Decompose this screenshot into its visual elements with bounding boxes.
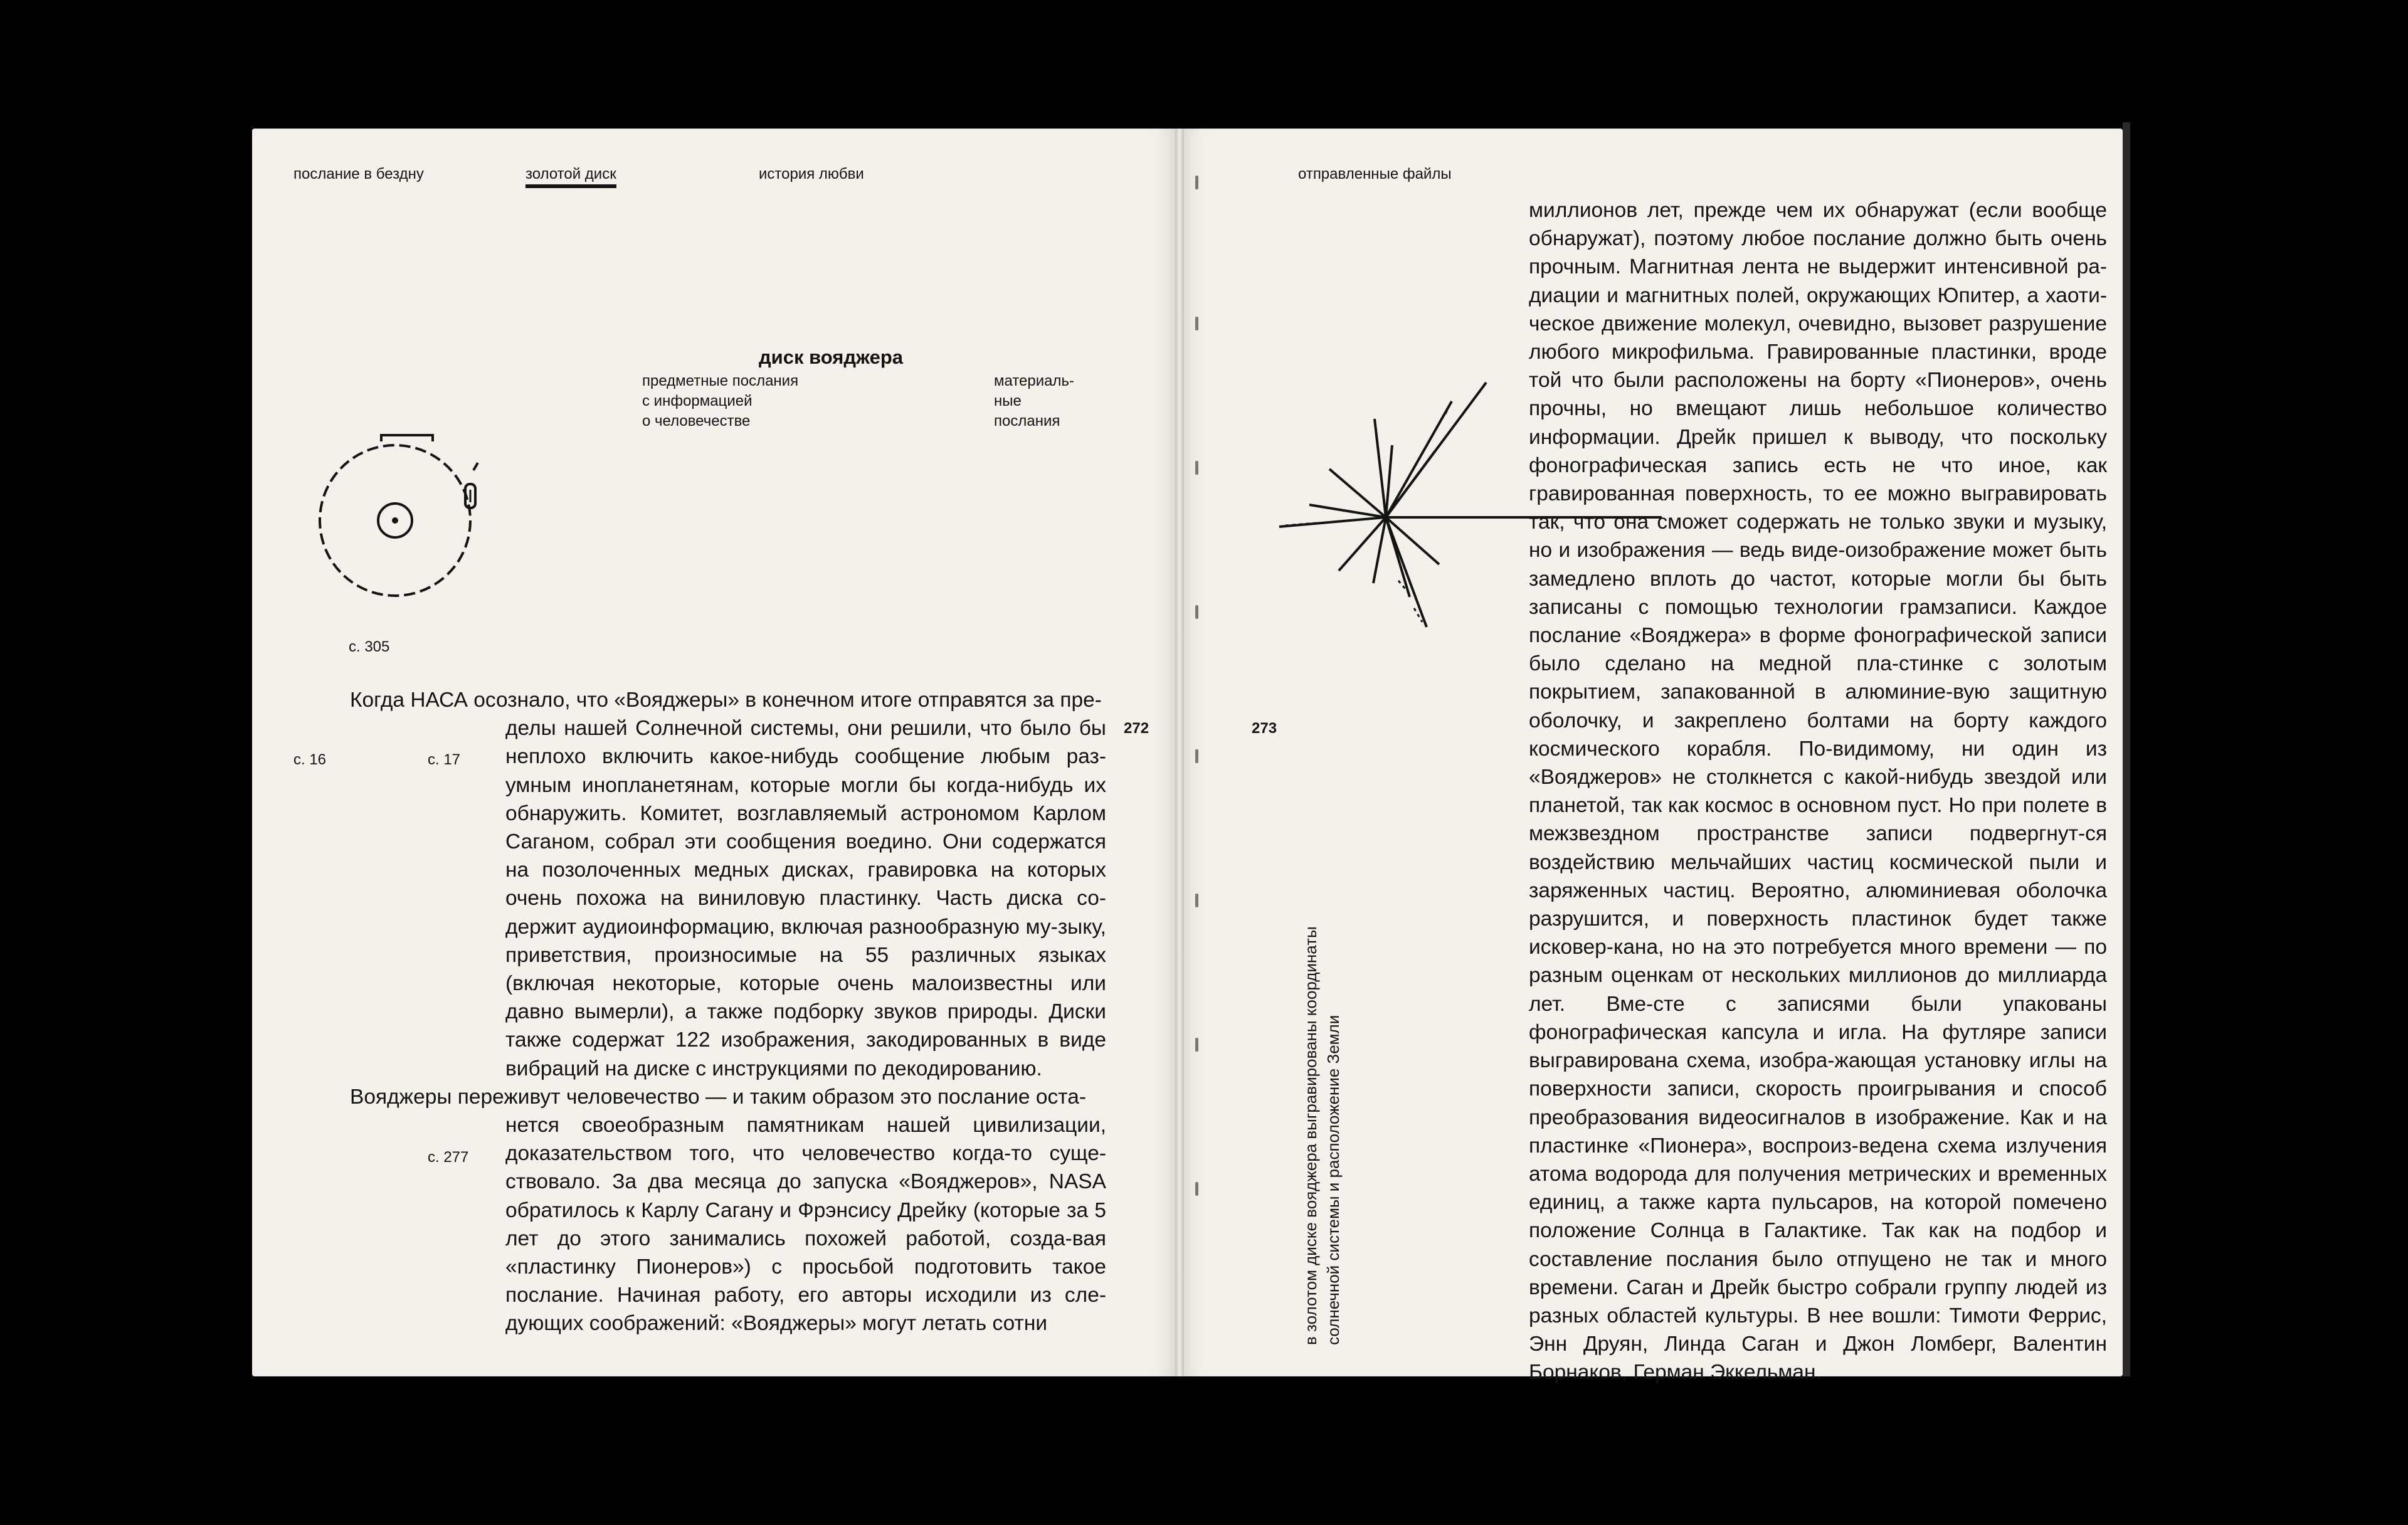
stitch-mark [1195, 1038, 1198, 1052]
vertical-caption: в золотом диске вояджера выгравированы координаты солнечной системы и расположение Земли [1301, 926, 1343, 1345]
page-ref-277[interactable]: с. 277 [428, 1149, 469, 1166]
book-spine [1175, 129, 1184, 1376]
stitch-mark [1195, 749, 1198, 763]
page-ref-16[interactable]: с. 16 [293, 751, 327, 768]
paragraph-2 [350, 1083, 1106, 1338]
stitch-mark [1195, 176, 1198, 189]
nav-item-message-abyss[interactable]: послание в бездну [293, 166, 424, 182]
stitch-mark [1195, 1182, 1198, 1196]
stitch-mark [1195, 461, 1198, 475]
page-ref-17[interactable]: с. 17 [428, 751, 461, 768]
stitch-mark [1195, 894, 1198, 907]
nav-item-love-story[interactable]: история любви [759, 166, 864, 182]
section-title: диск вояджера [759, 346, 904, 368]
page-number-right: 273 [1252, 720, 1277, 737]
paragraph-2-first-line: Вояджеры переживут человечество — и таким образом это послание оста- [350, 1085, 1087, 1109]
nav-item-golden-disc[interactable]: золотой диск [525, 166, 616, 188]
paragraph-2-body: нется своеобразным памятникам нашей цивилизации, доказательством того, что человечество когда-то суще-ствовало. За два месяца до запуска «Вояджеров», NASA обратилось к Карлу Сагану и Фрэнсису Дрейку (которые за 5 лет до этого занимались похожей работой, созда-вая «пластинку Пионеров») с просьбой подготовить такое послание. Начиная работу, его авторы исходили из сле-дующих соображений: «Вояджеры» могут летать сотни [505, 1114, 1106, 1336]
page-number-left: 272 [1124, 720, 1149, 737]
page-edge [2123, 122, 2130, 1376]
stitch-mark [1195, 317, 1198, 330]
paragraph-1-body: делы нашей Солнечной системы, они решили, что было бы неплохо включить какое-нибудь сообщение любым раз-умным инопланетянам, которые могли бы когда-нибудь их обнаружить. Комитет, возглавляемый астрономом Карлом Саганом, собрал эти сообщения воедино. Они содержатся на позолоченных медных дисках, гравировка на которых очень похожа на виниловую пластинку. Часть диска со-держит аудиоинформацию, включая разнообразную му-зыку, приветствия, произносимые на 55 различных языках (включая некоторые, которые очень малоизвестны или давно вымерли), а также подборку звуков природы. Диски также содержат 122 изображения, закодированных в виде вибраций на диске с инструкциями по декодированию. [505, 717, 1106, 1080]
right-body-text: миллионов лет, прежде чем их обнаружат (если вообще обнаружат), поэтому любое послание должно быть очень прочным. Магнитная лента не выдержит интенсивной ра-диации и магнитных полей, окружающих Юпитер, а хаоти-ческое движение молекул, очевидно, вызовет разрушение любого микрофильма. Гравированные пластинки, вроде той что были расположены на борту «Пионеров», очень прочны, но вмещают лишь небольшое количество информации. Дрейк пришел к выводу, что поскольку фонографическая запись есть не что иное, как гравированная поверхность, то ее можно выгравировать так, что она сможет содержать не только звуки и музыку, но и изображения — ведь виде-оизображение может быть замедлено вплоть до частот, которые могли бы быть записаны с помощью технологии грамзаписи. Каждое послание «Вояджера» в форме фонографической записи было сделано на медной пла-стинке с золотым покрытием, запакованной в алюминие-вую защитную оболочку, и закреплено болтами на борту каждого космического корабля. По-видимому, ни один из «Вояджеров» не столкнется с какой-нибудь звездой или планетой, так как космос в основном пуст. Но при полете в межзвездном пространстве записи подвергнут-ся воздействию мельчайших частиц космической пыли и заряженных частиц. Вероятно, алюминиевая оболочка разрушится, и поверхность пластинок будет также исковер-кана, но на это потребуется много времени — по разным оценкам от нескольких миллионов до миллиарда лет. Вме-сте с записями были упакованы фонографическая капсула и игла. На футляре записи выгравирована схема, изобра-жающая установку иглы на поверхности записи, скорость проигрывания и способ преобразования видеосигналов в изображение. Как и на пластинке «Пионера», воспроиз-ведена схема излучения атома водорода для получения метрических и временных единиц, а также карта пульсаров, на которой помечено положение Солнца в Галактике. Так как на подбор и составление послания было отпущено не так и много времени. Саган и Дрейк быстро собрали группу людей из разных областей культуры. В нее вошли: Тимоти Феррис, Энн Друян, Линда Саган и Джон Ломберг, Валентин Борнаков, Герман Эккельман. [1529, 199, 2107, 1385]
left-body-text [350, 686, 1106, 1338]
paragraph-1 [350, 686, 1106, 1083]
paragraph-1-first-line: Когда НАСА осознало, что «Вояджеры» в конечном итоге отправятся за пре- [350, 689, 1102, 712]
page-ref-305[interactable]: с. 305 [349, 638, 390, 655]
section-category: материаль- ные послания [994, 372, 1074, 430]
nav-item-sent-files[interactable]: отправленные файлы [1298, 166, 1452, 182]
stitch-mark [1195, 605, 1198, 619]
section-subtitle: предметные послания с информацией о человечестве [642, 372, 799, 430]
record-disc-icon [307, 426, 495, 615]
